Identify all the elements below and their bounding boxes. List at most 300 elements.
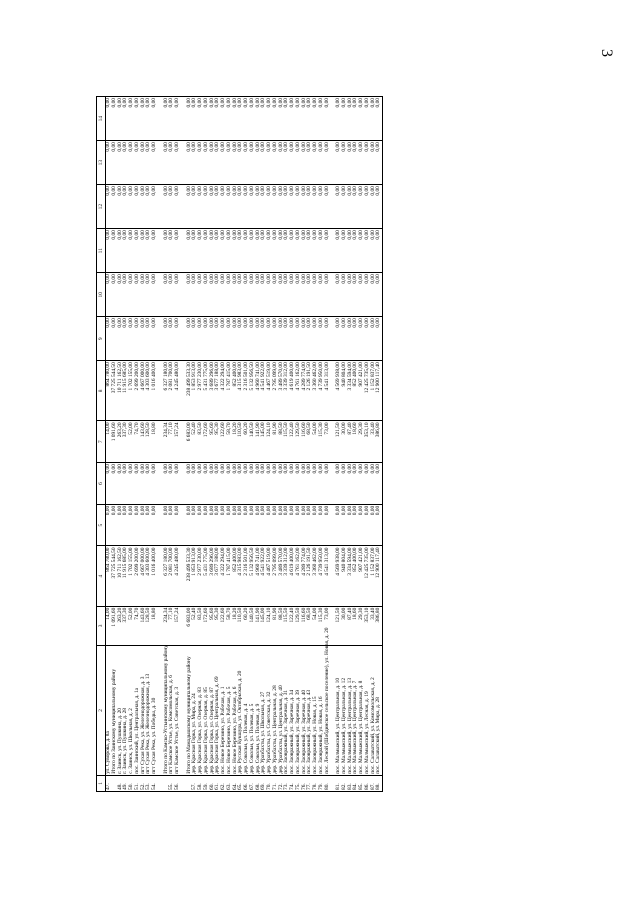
value-cell: 0,00 — [106, 229, 112, 273]
value-cell: 353,10 — [365, 606, 371, 645]
value-cell: 0,00 — [152, 504, 158, 546]
address-cell: пос. Заовражный, ул. Заречная, д. 39 — [296, 646, 302, 776]
value-cell: 0,00 — [336, 463, 342, 505]
value-cell: 141,90 — [256, 421, 262, 463]
address-cell: г. Заинск, ул. Пушкина, д. 28 — [123, 646, 129, 776]
row-number-cell: 72. — [279, 775, 285, 791]
value-cell: 0,00 — [325, 229, 331, 273]
header-row — [97, 97, 106, 792]
value-cell: 4 569 938,00 — [336, 546, 342, 606]
table-row — [376, 97, 382, 792]
value-cell: 0,00 — [141, 463, 147, 505]
address-cell: дер. Красная Горка, ул. Озерная, д. 83 — [198, 646, 204, 776]
value-cell: 68,50 — [307, 606, 313, 645]
row-number-cell: 59. — [204, 775, 210, 791]
value-cell: 3 489 570,00 — [279, 546, 285, 606]
value-cell: 29,30 — [359, 421, 365, 463]
value-cell: 4 761 162,00 — [296, 546, 302, 606]
value-cell: 0,00 — [256, 463, 262, 505]
value-cell: 0,00 — [371, 504, 377, 546]
value-cell: 0,00 — [198, 185, 204, 229]
value-cell: 0,00 — [175, 97, 181, 141]
value-cell: 87,40 — [348, 421, 354, 463]
value-cell: 4 667 000,00 — [141, 361, 147, 421]
value-cell: 0,00 — [112, 273, 118, 317]
value-cell: 128,50 — [146, 421, 152, 463]
value-cell: 12 425 735,00 — [365, 361, 371, 421]
value-cell: 0,00 — [365, 229, 371, 273]
value-cell: 0,00 — [210, 97, 216, 141]
value-cell: 0,00 — [192, 504, 198, 546]
value-cell: 0,00 — [290, 463, 296, 505]
value-cell: 2 795 099,00 — [273, 361, 279, 421]
value-cell: 110,50 — [238, 606, 244, 645]
value-cell: 4 322 294,00 — [221, 361, 227, 421]
value-cell: 0,00 — [376, 317, 382, 361]
row-number-cell: 70. — [267, 775, 273, 791]
value-cell: 4 289 774,00 — [302, 361, 308, 421]
value-cell: 0,00 — [319, 141, 325, 185]
value-cell: 1 016 400,00 — [152, 546, 158, 606]
value-cell: 0,00 — [106, 317, 112, 361]
value-cell: 68,50 — [307, 421, 313, 463]
value-cell: 0,00 — [204, 229, 210, 273]
row-number-cell: 83. — [348, 775, 354, 791]
value-cell: 3 677 188,00 — [215, 361, 221, 421]
value-cell: 0,00 — [279, 463, 285, 505]
value-cell: 18,20 — [233, 421, 239, 463]
value-cell: 0,00 — [129, 317, 135, 361]
value-cell: 0,00 — [187, 504, 193, 546]
value-cell: 0,00 — [376, 185, 382, 229]
value-cell: 0,00 — [250, 504, 256, 546]
address-cell: дер. Красная Горка, ул. Мира, д. 24 — [192, 646, 198, 776]
value-cell: 0,00 — [238, 185, 244, 229]
value-cell: 0,00 — [175, 141, 181, 185]
column-header: 13 — [97, 141, 106, 185]
value-cell: 0,00 — [342, 97, 348, 141]
value-cell: 4 303 600,00 — [146, 361, 152, 421]
address-cell: пос. Малмыжский, ул. Центральная, д. 10 — [336, 646, 342, 776]
value-cell: 0,00 — [169, 273, 175, 317]
address-cell: пгт Камское Устье, ул. Комсомольская, д. 6 — [169, 646, 175, 776]
value-cell: 95,30 — [215, 606, 221, 645]
value-cell: 0,00 — [342, 463, 348, 505]
page-number: 3 — [598, 49, 615, 57]
value-cell: 0,00 — [210, 273, 216, 317]
value-cell: 0,00 — [123, 504, 129, 546]
value-cell: 0,00 — [123, 229, 129, 273]
value-cell: 0,00 — [187, 141, 193, 185]
value-cell: 0,00 — [244, 273, 250, 317]
row-number-cell: 68. — [256, 775, 262, 791]
value-cell: 864 780,00 — [106, 361, 112, 421]
value-cell: 0,00 — [273, 504, 279, 546]
value-cell: 0,00 — [307, 273, 313, 317]
value-cell: 337,30 — [123, 606, 129, 645]
value-cell: 88,50 — [279, 421, 285, 463]
value-cell: 0,00 — [112, 317, 118, 361]
value-cell: 4 541 313,00 — [325, 361, 331, 421]
value-cell: 0,00 — [365, 185, 371, 229]
value-cell: 0,00 — [365, 504, 371, 546]
value-cell: 0,00 — [164, 229, 170, 273]
value-cell: 0,00 — [302, 463, 308, 505]
value-cell: 14,00 — [106, 421, 112, 463]
value-cell: 0,00 — [238, 463, 244, 505]
value-cell: 0,00 — [319, 273, 325, 317]
value-cell: 0,00 — [141, 504, 147, 546]
value-cell: 0,00 — [273, 97, 279, 141]
value-cell: 0,00 — [250, 97, 256, 141]
value-cell: 1 702 155,00 — [129, 546, 135, 606]
address-cell: дер. Красная Горка, ул. Центральная, д. 69 — [215, 646, 221, 776]
value-cell: 0,00 — [244, 463, 250, 505]
address-cell: пос. Лесной (Шобдинское сельское поселение), ул. Новая, д. 20 — [323, 627, 330, 774]
value-cell: 18,20 — [233, 606, 239, 645]
value-cell: 940 804,00 — [342, 546, 348, 606]
value-cell: 0,00 — [198, 229, 204, 273]
address-cell: пос. Новое Березино, ул. Рабочая, д. 5 — [227, 646, 233, 776]
value-cell: 6 327 180,00 — [164, 546, 170, 606]
value-cell: 0,00 — [359, 229, 365, 273]
value-cell: 0,00 — [244, 229, 250, 273]
row-number-cell: 69. — [261, 775, 267, 791]
value-cell: 0,00 — [123, 97, 129, 141]
value-cell: 0,00 — [313, 141, 319, 185]
value-cell: 0,00 — [376, 504, 382, 546]
value-cell: 0,00 — [221, 185, 227, 229]
value-cell: 1 152 837,00 — [371, 361, 377, 421]
value-cell: 0,00 — [233, 273, 239, 317]
value-cell: 0,00 — [307, 185, 313, 229]
value-cell: 121,50 — [336, 606, 342, 645]
value-cell: 0,00 — [307, 229, 313, 273]
value-cell: 0,00 — [192, 185, 198, 229]
value-cell: 4 569 938,00 — [336, 361, 342, 421]
value-cell: 0,00 — [210, 185, 216, 229]
value-cell: 0,00 — [353, 141, 359, 185]
address-cell: дер. Красная Горка, ул. Озерная, д. 85 — [204, 646, 210, 776]
value-cell: 0,00 — [307, 463, 313, 505]
value-cell: 4 245 480,00 — [175, 546, 181, 606]
value-cell: 60,20 — [244, 606, 250, 645]
value-cell: 3 489 570,00 — [279, 361, 285, 421]
value-cell: 0,00 — [227, 97, 233, 141]
value-cell: 0,00 — [348, 463, 354, 505]
value-cell: 0,00 — [221, 463, 227, 505]
value-cell: 852 400,00 — [233, 546, 239, 606]
value-cell: 4 467 519,00 — [267, 361, 273, 421]
value-cell: 386,80 — [376, 606, 382, 645]
value-cell: 0,00 — [129, 273, 135, 317]
value-cell: 157,24 — [175, 606, 181, 645]
value-cell: 0,00 — [261, 185, 267, 229]
value-cell: 0,00 — [302, 141, 308, 185]
row-number-cell: 78. — [313, 775, 319, 791]
value-cell: 0,00 — [141, 273, 147, 317]
value-cell: 0,00 — [227, 317, 233, 361]
value-cell: 263,20 — [118, 421, 124, 463]
value-cell: 33,40 — [371, 606, 377, 645]
value-cell: 0,00 — [325, 97, 331, 141]
value-cell: 0,00 — [238, 273, 244, 317]
value-cell: 0,00 — [210, 504, 216, 546]
value-cell: 141,90 — [256, 606, 262, 645]
value-cell: 0,00 — [198, 463, 204, 505]
value-cell: 234,34 — [164, 421, 170, 463]
value-cell: 0,00 — [204, 185, 210, 229]
value-cell: 0,00 — [250, 273, 256, 317]
value-cell: 0,00 — [336, 229, 342, 273]
value-cell: 140,50 — [250, 421, 256, 463]
value-cell: 0,00 — [261, 229, 267, 273]
value-cell: 0,00 — [353, 504, 359, 546]
value-cell: 0,00 — [359, 317, 365, 361]
value-cell: 6 683,00 — [187, 606, 193, 645]
value-cell: 115,30 — [319, 421, 325, 463]
value-cell: 30,00 — [342, 421, 348, 463]
value-cell: 0,00 — [187, 317, 193, 361]
value-cell: 124,10 — [267, 606, 273, 645]
address-cell: дер. Сокольи, ул. Полевая, д. 5 — [250, 646, 256, 776]
address-cell: пос. Заовражный, ул. Заречная, д. 34 — [290, 646, 296, 776]
value-cell: 12 900 117,40 — [376, 546, 382, 606]
value-cell: 77,10 — [169, 606, 175, 645]
value-cell: 0,00 — [233, 97, 239, 141]
value-cell: 0,00 — [169, 317, 175, 361]
value-cell: 0,00 — [152, 273, 158, 317]
value-cell: 11 915 685,00 — [123, 546, 129, 606]
value-cell: 0,00 — [325, 141, 331, 185]
value-cell: 0,00 — [256, 229, 262, 273]
value-cell: 4 761 162,00 — [296, 361, 302, 421]
address-cell: пос. Заинский, ул. Центральная, д. 1а — [135, 646, 141, 776]
value-cell: 0,00 — [227, 229, 233, 273]
value-cell: 4 739 950,00 — [319, 546, 325, 606]
value-cell: 0,00 — [290, 141, 296, 185]
value-cell: 0,00 — [256, 185, 262, 229]
value-cell: 37 725 544,50 — [112, 546, 118, 606]
value-cell: 0,00 — [261, 463, 267, 505]
value-cell: 0,00 — [192, 273, 198, 317]
value-cell: 145,00 — [261, 421, 267, 463]
value-cell: 0,00 — [342, 504, 348, 546]
value-cell: 0,00 — [359, 97, 365, 141]
value-cell: 3 360 462,00 — [313, 546, 319, 606]
value-cell: 52,40 — [192, 606, 198, 645]
value-cell: 0,00 — [290, 229, 296, 273]
value-cell: 121,50 — [336, 421, 342, 463]
value-cell: 1 091,60 — [112, 421, 118, 463]
value-cell: 0,00 — [118, 317, 124, 361]
value-cell: 0,00 — [175, 504, 181, 546]
value-cell: 0,00 — [233, 185, 239, 229]
value-cell: 0,00 — [273, 273, 279, 317]
value-cell: 0,00 — [348, 273, 354, 317]
value-cell: 0,00 — [296, 229, 302, 273]
value-cell: 74,70 — [135, 606, 141, 645]
value-cell: 0,00 — [129, 229, 135, 273]
value-cell: 864 780,00 — [106, 546, 112, 606]
value-cell: 0,00 — [146, 229, 152, 273]
value-cell: 0,00 — [221, 273, 227, 317]
value-cell: 4 541 922,00 — [261, 361, 267, 421]
value-cell: 122,40 — [290, 421, 296, 463]
address-cell: пос. Новое Березино, ул. Рабочая, д. 6 — [233, 646, 239, 776]
value-cell: 0,00 — [313, 463, 319, 505]
value-cell: 1 016 400,00 — [152, 361, 158, 421]
value-cell: 0,00 — [273, 463, 279, 505]
rotated-table-sheet — [96, 96, 576, 792]
value-cell: 0,00 — [319, 463, 325, 505]
value-cell: 4 315 983,00 — [238, 546, 244, 606]
row-number-cell: 88. — [376, 775, 382, 791]
value-cell: 0,00 — [261, 141, 267, 185]
value-cell: 0,00 — [284, 97, 290, 141]
value-cell: 18,80 — [152, 606, 158, 645]
value-cell: 0,00 — [146, 97, 152, 141]
value-cell: 58,70 — [227, 606, 233, 645]
value-cell: 353,10 — [365, 421, 371, 463]
value-cell: 5 132 956,50 — [250, 546, 256, 606]
value-cell: 0,00 — [175, 229, 181, 273]
value-cell: 0,00 — [227, 504, 233, 546]
value-cell: 2 316 501,00 — [244, 361, 250, 421]
value-cell: 1 152 837,00 — [371, 546, 377, 606]
value-cell: 116,60 — [302, 606, 308, 645]
value-cell: 4 960 741,00 — [256, 361, 262, 421]
address-cell: пос. Заовражный, ул. Заречная, д. 40 — [302, 646, 308, 776]
value-cell: 0,00 — [112, 229, 118, 273]
address-cell: Итого по Камско-Устьинскому муниципальному району — [162, 645, 169, 774]
value-cell: 0,00 — [204, 463, 210, 505]
value-cell: 0,00 — [371, 229, 377, 273]
value-cell: 0,00 — [348, 185, 354, 229]
value-cell: 0,00 — [342, 229, 348, 273]
value-cell: 0,00 — [112, 463, 118, 505]
value-cell: 0,00 — [261, 273, 267, 317]
row-number-cell: 61. — [215, 775, 221, 791]
value-cell: 172,60 — [204, 606, 210, 645]
address-cell: г. Заинск, ул. Пушкина, д. 20 — [118, 646, 124, 776]
value-cell: 0,00 — [296, 185, 302, 229]
row-number-cell: 53. — [146, 775, 152, 791]
value-cell: 0,00 — [118, 229, 124, 273]
column-header: 5 — [97, 504, 106, 546]
value-cell: 4 541 922,00 — [261, 546, 267, 606]
value-cell: 0,00 — [336, 185, 342, 229]
address-cell: пос. Малмыжский, ул. Лесная, д. 19 — [365, 646, 371, 776]
value-cell: 0,00 — [371, 273, 377, 317]
row-number-cell: 67. — [250, 775, 256, 791]
value-cell: 0,00 — [221, 504, 227, 546]
value-cell: 124,10 — [267, 421, 273, 463]
value-cell: 0,00 — [106, 97, 112, 141]
value-cell: 238 499 533,30 — [187, 546, 193, 606]
value-cell: 1 091,60 — [112, 606, 118, 645]
address-cell: пос. Салаватский, ул. Комсомольская, д. 2 — [371, 646, 377, 776]
value-cell: 0,00 — [313, 97, 319, 141]
value-cell: 0,00 — [250, 317, 256, 361]
value-cell: 0,00 — [313, 229, 319, 273]
value-cell: 143,60 — [141, 606, 147, 645]
value-cell: 0,00 — [169, 185, 175, 229]
row-number-cell: 74. — [290, 775, 296, 791]
value-cell: 0,00 — [123, 317, 129, 361]
address-cell: дер. Уразбахты, ул. Школьная, д. 27 — [261, 646, 267, 776]
value-cell: 0,00 — [296, 317, 302, 361]
value-cell: 0,00 — [267, 463, 273, 505]
value-cell: 0,00 — [336, 97, 342, 141]
value-cell: 0,00 — [313, 273, 319, 317]
value-cell: 0,00 — [296, 97, 302, 141]
value-cell: 122,60 — [221, 606, 227, 645]
value-cell: 52,40 — [192, 421, 198, 463]
value-cell: 0,00 — [204, 273, 210, 317]
value-cell: 140,50 — [250, 606, 256, 645]
value-cell: 0,00 — [215, 185, 221, 229]
value-cell: 14,00 — [106, 606, 112, 645]
value-cell: 0,00 — [198, 273, 204, 317]
value-cell: 0,00 — [302, 504, 308, 546]
value-cell: 0,00 — [353, 273, 359, 317]
row-number-cell: 64. — [233, 775, 239, 791]
address-cell: Итого по Заинскому муниципальному району — [112, 646, 118, 776]
value-cell: 3 339 312,00 — [284, 546, 290, 606]
address-cell: пос. Малмыжский, ул. Центральная, д. 7 — [353, 646, 359, 776]
value-cell: 234,34 — [164, 606, 170, 645]
value-cell: 18,80 — [152, 421, 158, 463]
value-cell: 0,00 — [371, 185, 377, 229]
value-cell: 0,00 — [307, 97, 313, 141]
value-cell: 0,00 — [336, 317, 342, 361]
value-cell: 0,00 — [146, 504, 152, 546]
column-header: 6 — [97, 463, 106, 505]
value-cell: 29,30 — [359, 606, 365, 645]
value-cell: 0,00 — [359, 141, 365, 185]
value-cell: 0,00 — [359, 273, 365, 317]
value-cell: 0,00 — [192, 463, 198, 505]
address-cell: пгт Камское Устье, ул. Советская, д. 3 — [175, 646, 181, 776]
row-number-cell: 73. — [284, 775, 290, 791]
value-cell: 0,00 — [353, 185, 359, 229]
value-cell: 0,00 — [238, 317, 244, 361]
value-cell: 0,00 — [215, 141, 221, 185]
value-cell: 18,60 — [353, 606, 359, 645]
value-cell: 940 804,00 — [342, 361, 348, 421]
value-cell: 0,00 — [146, 273, 152, 317]
address-cell: пос. Заовражный, ул. Заречная, д. 43 — [307, 646, 313, 776]
value-cell: 0,00 — [135, 273, 141, 317]
value-cell: 0,00 — [123, 141, 129, 185]
value-cell: 2 081 700,00 — [169, 361, 175, 421]
value-cell: 0,00 — [221, 317, 227, 361]
value-cell: 0,00 — [233, 229, 239, 273]
value-cell: 0,00 — [365, 317, 371, 361]
value-cell: 0,00 — [325, 273, 331, 317]
value-cell: 0,00 — [325, 185, 331, 229]
value-cell: 11 915 685,00 — [123, 361, 129, 421]
value-cell: 0,00 — [204, 504, 210, 546]
value-cell: 0,00 — [169, 463, 175, 505]
value-cell: 1 787 415,00 — [227, 546, 233, 606]
value-cell: 0,00 — [152, 463, 158, 505]
value-cell: 0,00 — [210, 229, 216, 273]
value-cell: 0,00 — [198, 504, 204, 546]
value-cell: 0,00 — [284, 317, 290, 361]
value-cell: 0,00 — [123, 185, 129, 229]
